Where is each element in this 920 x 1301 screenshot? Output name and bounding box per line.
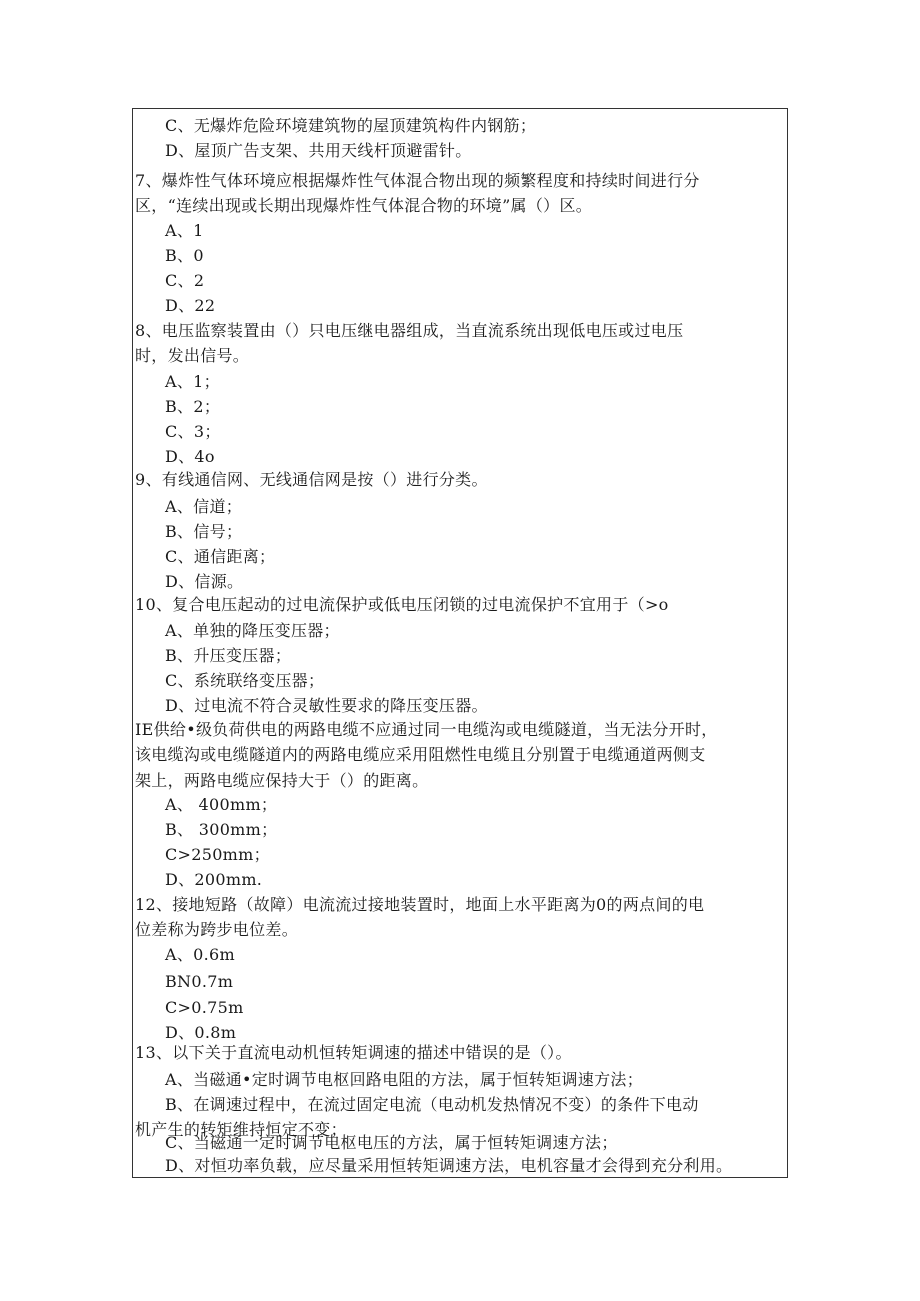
- question-9-line: 9、有线通信网、无线通信网是按（）进行分类。: [135, 470, 488, 489]
- question-7-line: 7、爆炸性气体环境应根据爆炸性气体混合物出现的频繁程度和持续时间进行分: [135, 171, 700, 190]
- option-line: B、2；: [165, 397, 221, 416]
- option-line: B、信号；: [165, 522, 243, 541]
- option-line: A、1；: [165, 372, 220, 391]
- option-line: D、屋顶广告支架、共用天线杆顶避雷针。: [165, 141, 472, 160]
- option-line: D、信源。: [165, 572, 244, 591]
- option-line: C>0.75m: [165, 998, 244, 1017]
- option-line: A、1: [165, 221, 204, 240]
- option-line: C、3；: [165, 422, 221, 441]
- option-line: C、2: [165, 271, 205, 290]
- option-line: D、200mm.: [165, 870, 263, 889]
- option-line: A、 400mm；: [165, 795, 278, 814]
- question-11-continuation: 架上，两路电缆应保持大于（）的距离。: [135, 771, 429, 790]
- question-table-frame: [132, 108, 788, 1178]
- option-line: D、对恒功率负载，应尽量采用恒转矩调速方法，电机容量才会得到充分利用。: [165, 1156, 733, 1175]
- option-line: C、通信距离；: [165, 547, 276, 566]
- question-11-line: IE供给•级负荷供电的两路电缆不应通过同一电缆沟或电缆隧道，当无法分开时，: [135, 720, 718, 739]
- option-line: A、当磁通•定时调节电枢回路电阻的方法，属于恒转矩调速方法；: [165, 1070, 643, 1089]
- question-8-line: 8、电压监察装置由（）只电压继电器组成，当直流系统出现低电压或过电压: [135, 321, 684, 340]
- option-line: D、0.8m: [165, 1023, 237, 1042]
- option-line: A、信道；: [165, 497, 243, 516]
- question-8-continuation: 时，发出信号。: [135, 346, 250, 365]
- option-line: A、0.6m: [165, 945, 235, 964]
- question-13-line: 13、以下关于直流电动机恒转矩调速的描述中错误的是（）。: [135, 1043, 572, 1062]
- option-line: D、22: [165, 296, 216, 315]
- option-line: C>250mm；: [165, 845, 270, 864]
- option-line: D、4o: [165, 447, 215, 466]
- option-line: B、在调速过程中，在流过固定电流（电动机发热情况不变）的条件下电动: [165, 1095, 699, 1114]
- question-11-continuation: 该电缆沟或电缆隧道内的两路电缆应采用阻燃性电缆且分别置于电缆通道两侧支: [135, 745, 706, 764]
- option-line: B、 300mm；: [165, 820, 278, 839]
- option-line: C、系统联络变压器；: [165, 671, 325, 690]
- option-continuation: 机产生的转矩维持恒定不变；: [135, 1120, 347, 1139]
- option-line: BN0.7m: [165, 972, 234, 991]
- option-line: C、无爆炸危险环境建筑物的屋顶建筑构件内钢筋；: [165, 116, 537, 135]
- option-line: D、过电流不符合灵敏性要求的降压变压器。: [165, 696, 488, 715]
- option-line: C、当磁通一定时调节电枢电压的方法，属于恒转矩调速方法；: [165, 1133, 618, 1152]
- question-12-continuation: 位差称为跨步电位差。: [135, 920, 299, 939]
- question-7-continuation: 区，“连续出现或长期出现爆炸性气体混合物的环境”属（）区。: [135, 196, 593, 215]
- question-10-line: 10、复合电压起动的过电流保护或低电压闭锁的过电流保护不宜用于（>o: [135, 595, 669, 614]
- option-line: A、单独的降压变压器；: [165, 621, 340, 640]
- question-12-line: 12、接地短路（故障）电流流过接地装置时，地面上水平距离为0的两点间的电: [135, 895, 705, 914]
- option-line: B、0: [165, 246, 204, 265]
- option-line: B、升压变压器；: [165, 646, 292, 665]
